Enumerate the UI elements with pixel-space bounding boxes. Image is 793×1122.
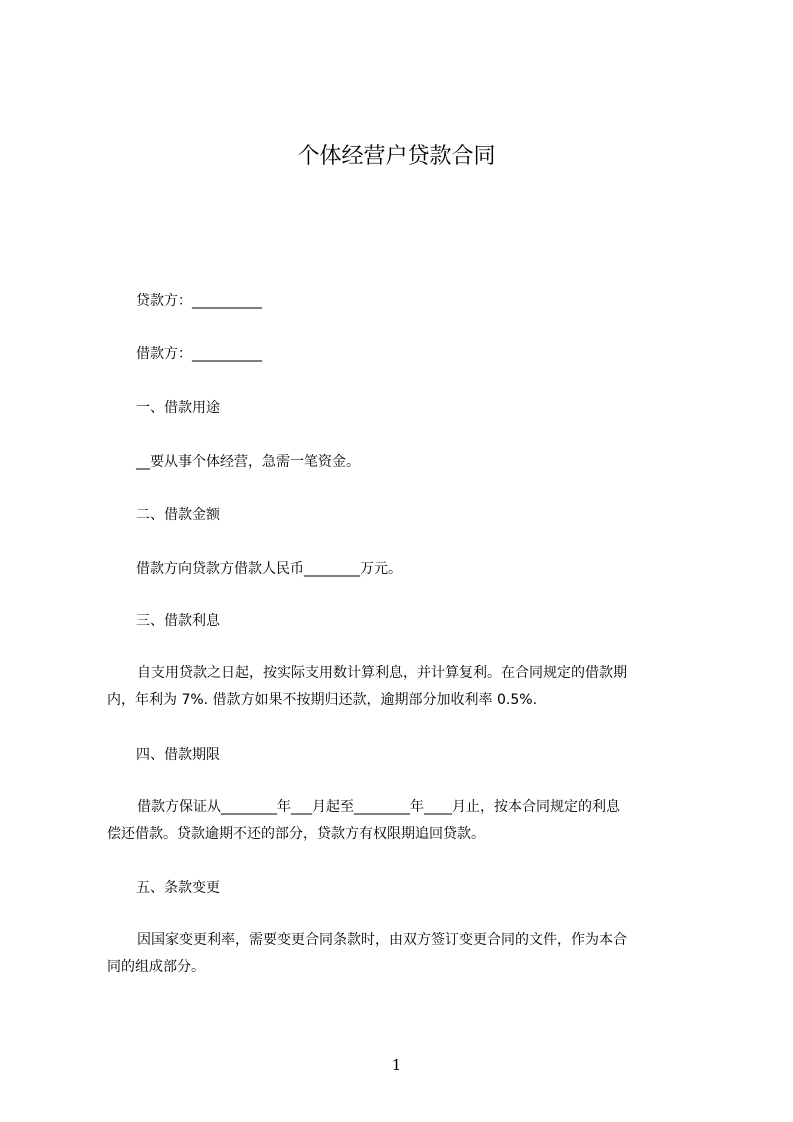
section-3-line-1: 自支用贷款之日起，按实际支用数计算利息，并计算复利。在合同规定的借款期 (137, 665, 627, 681)
section-1-heading: 一、借款用途 (136, 400, 220, 416)
section-5-line-2: 同的组成部分。 (107, 959, 205, 975)
section-2-text: 借款方向贷款方借款人民币________万元。 (136, 561, 402, 577)
document-title: 个体经营户贷款合同 (297, 144, 496, 169)
section-4-heading: 四、借款期限 (136, 747, 220, 763)
section-4-line-1: 借款方保证从________年___月起至________年____月止，按本合同规定的利息 (137, 799, 620, 815)
section-1-text: __要从事个体经营，急需一笔资金。 (136, 454, 360, 470)
section-3-paragraph (107, 660, 697, 714)
section-5-paragraph (107, 927, 697, 981)
lender-line: 贷款方：__________ (136, 293, 262, 309)
section-3-heading: 三、借款利息 (136, 613, 220, 629)
borrower-line: 借款方：__________ (136, 346, 262, 362)
page-number: 1 (391, 1056, 402, 1074)
section-4-line-2: 偿还借款。贷款逾期不还的部分，贷款方有权限期追回贷款。 (107, 826, 485, 842)
section-4-paragraph (107, 794, 697, 848)
section-5-line-1: 因国家变更利率，需要变更合同条款时，由双方签订变更合同的文件，作为本合 (137, 932, 627, 948)
section-3-line-2: 内，年利为 7%. 借款方如果不按期归还款，逾期部分加收利率 0.5%. (107, 692, 538, 708)
section-2-heading: 二、借款金额 (136, 507, 220, 523)
section-5-heading: 五、条款变更 (136, 880, 220, 896)
